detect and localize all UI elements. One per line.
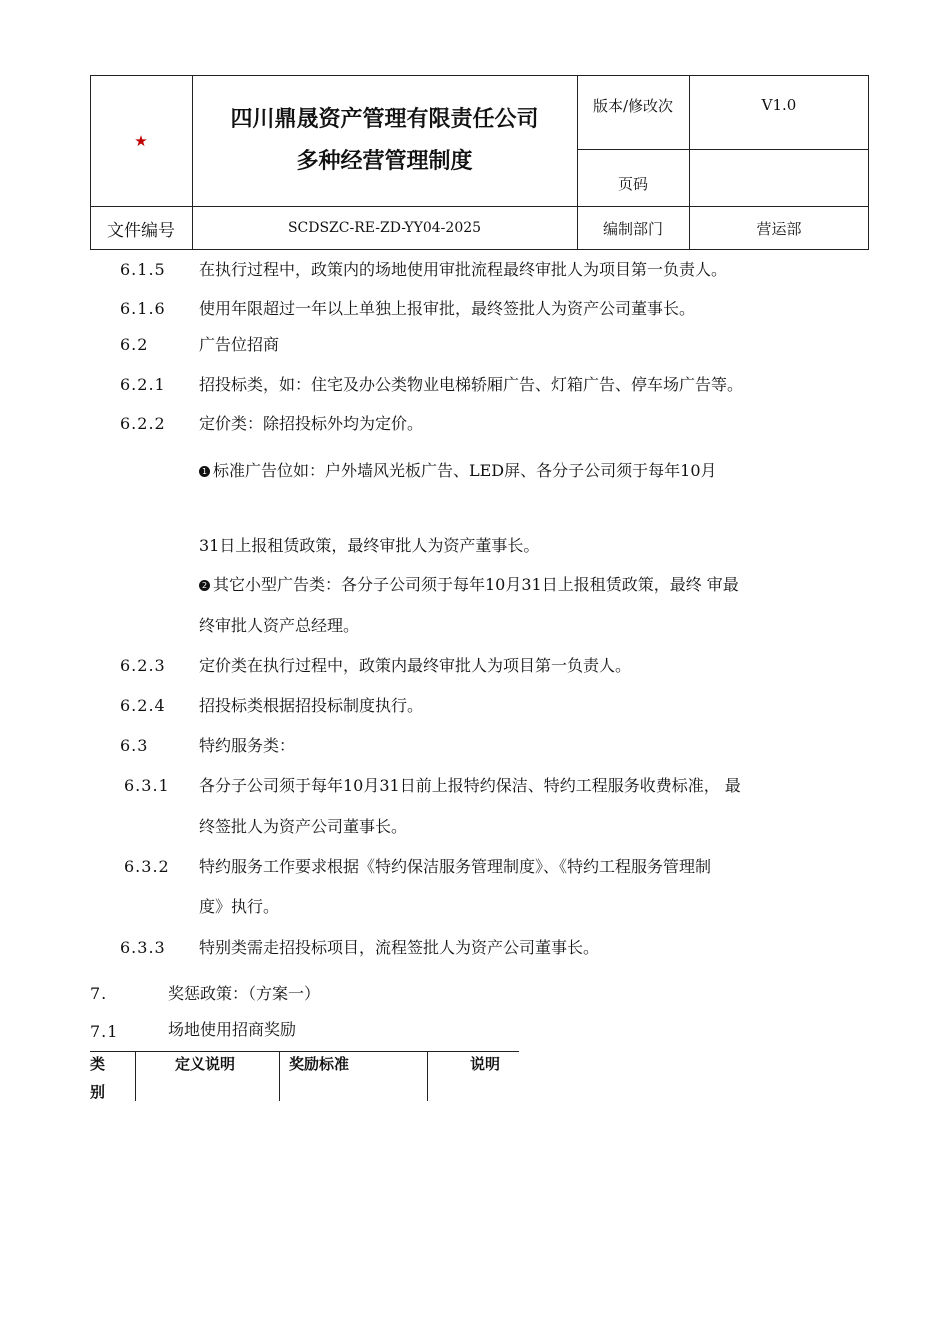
clause-number: 6.2.3 — [120, 656, 166, 675]
page-value — [689, 149, 869, 206]
company-logo — [90, 75, 192, 206]
section-title: 奖惩政策：（方案一） — [168, 984, 321, 1003]
bullet-text: 标准广告位如：户外墙风光板广告、LED屏、各分子公司须于每年10月 — [213, 461, 717, 480]
bullet-text: 其它小型广告类：各分子公司须于每年10月31日上报租赁政策，最终 审最 — [213, 575, 739, 594]
department-value: 营运部 — [756, 219, 802, 238]
clause-text: 定价类在执行过程中，政策内最终审批人为项目第一负责人。 — [199, 656, 632, 675]
section-number: 7.1 — [90, 1022, 119, 1041]
clause-number: 6.2.4 — [120, 696, 166, 715]
clause-text: 定价类：除招投标外均为定价。 — [199, 414, 424, 433]
circled-number-icon: 1 — [199, 466, 210, 477]
header-category-top: 类 — [90, 1055, 106, 1073]
clause-number: 6.1.5 — [120, 260, 166, 279]
clause-text: 特约服务类： — [199, 736, 296, 755]
clause-number: 6.3 — [120, 736, 149, 755]
header-reward-standard: 奖励标准 — [289, 1055, 350, 1073]
page-label: 页码 — [617, 175, 648, 193]
clause-text: 招投标类根据招投标制度执行。 — [199, 696, 424, 715]
section-number: 7. — [90, 984, 108, 1003]
clause-number: 6.1.6 — [120, 299, 166, 318]
bullet-item-1-continued: 31日上报租赁政策，最终审批人为资产董事长。 — [199, 536, 540, 555]
clause-text: 在执行过程中，政策内的场地使用审批流程最终审批人为项目第一负责人。 — [199, 260, 728, 279]
file-number-label: 文件编号 — [107, 220, 175, 241]
company-name: 四川鼎晟资产管理有限责任公司 — [230, 106, 539, 132]
clause-number: 6.2 — [120, 335, 149, 354]
bullet-item-2-continued: 终审批人资产总经理。 — [199, 616, 360, 635]
clause-text: 各分子公司须于每年10月31日前上报特约保洁、特约工程服务收费标准， 最 — [199, 776, 741, 795]
circled-number-icon: 2 — [199, 580, 210, 591]
bullet-item-2 — [199, 574, 739, 596]
star-icon: ★ — [134, 131, 148, 150]
clause-number: 6.3.2 — [124, 857, 170, 876]
header-title-block — [192, 75, 577, 206]
clause-text: 招投标类，如：住宅及办公类物业电梯轿厢广告、灯箱广告、停车场广告等。 — [199, 375, 744, 394]
department-label: 编制部门 — [602, 219, 663, 238]
document-title: 多种经营管理制度 — [296, 148, 473, 174]
clause-number: 6.3.3 — [120, 938, 166, 957]
header-category-bottom: 别 — [90, 1083, 106, 1101]
clause-6-3-1-continued: 终签批人为资产公司董事长。 — [199, 817, 408, 836]
document-header-table — [90, 75, 869, 250]
header-definition: 定义说明 — [175, 1055, 236, 1073]
section-title: 场地使用招商奖励 — [168, 1020, 297, 1039]
clause-text: 特别类需走招投标项目，流程签批人为资产公司董事长。 — [199, 938, 600, 957]
clause-text: 特约服务工作要求根据《特约保洁服务管理制度》、《特约工程服务管理制 — [199, 857, 712, 876]
reward-table — [90, 1051, 519, 1101]
version-value: V1.0 — [761, 96, 797, 114]
file-number-value: SCDSZC-RE-ZD-YY04-2025 — [287, 220, 482, 236]
clause-text: 广告位招商 — [199, 335, 280, 354]
clause-number: 6.3.1 — [124, 776, 170, 795]
header-notes: 说明 — [470, 1055, 501, 1073]
bullet-item-1 — [199, 460, 717, 482]
clause-text: 使用年限超过一年以上单独上报审批，最终签批人为资产公司董事长。 — [199, 299, 696, 318]
clause-6-3-2-continued: 度》执行。 — [199, 897, 280, 916]
clause-number: 6.2.1 — [120, 375, 166, 394]
clause-number: 6.2.2 — [120, 414, 166, 433]
version-label: 版本/修改次 — [592, 96, 674, 115]
